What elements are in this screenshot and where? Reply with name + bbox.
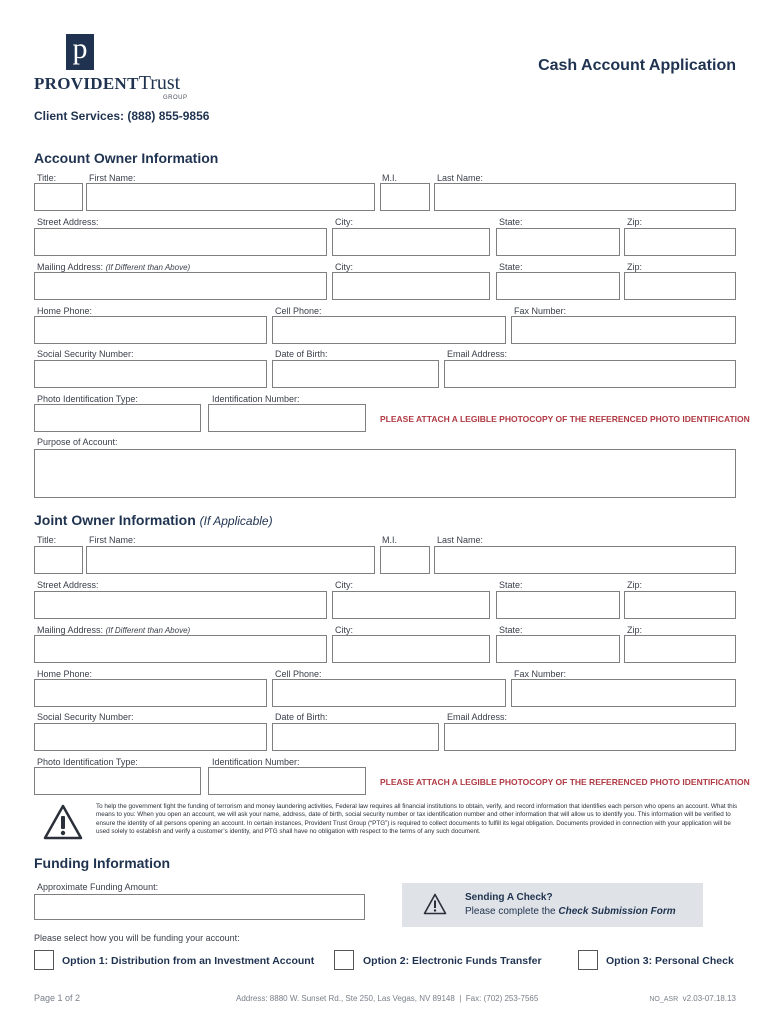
page-title: Cash Account Application (538, 57, 736, 74)
funding-amount-label: Approximate Funding Amount: (37, 882, 159, 892)
joint-city-field[interactable] (332, 591, 490, 619)
joint-id-number-label: Identification Number: (212, 757, 300, 767)
joint-city-label: City: (335, 580, 353, 590)
option3-label: Option 3: Personal Check (606, 955, 734, 967)
email-field[interactable] (444, 360, 736, 388)
warning-icon (43, 804, 83, 840)
fax-label: Fax Number: (514, 306, 567, 316)
ssn-label: Social Security Number: (37, 349, 134, 359)
joint-title-label: Title: (37, 535, 57, 545)
footer-page: Page 1 of 2 (34, 993, 81, 1003)
footer-code: NO_ASR (649, 996, 679, 1003)
logo-mark: p (66, 34, 94, 70)
dob-field[interactable] (272, 360, 439, 388)
joint-fax-field[interactable] (511, 679, 736, 707)
check-text-lead: Please complete the (465, 906, 556, 917)
joint-mailing-zip-label: Zip: (627, 625, 643, 635)
joint-photo-id-notice: PLEASE ATTACH A LEGIBLE PHOTOCOPY OF THE REFERENCED PHOTO IDENTIFICATION (380, 777, 750, 787)
joint-zip-field[interactable] (624, 591, 736, 619)
check-title: Sending A Check? (465, 892, 553, 903)
photo-id-type-label: Photo Identification Type: (37, 394, 138, 404)
joint-mailing-label-text: Mailing Address: (37, 625, 104, 635)
footer-address-line (236, 994, 538, 1003)
mailing-city-label: City: (335, 262, 353, 272)
joint-mailing-state-field[interactable] (496, 635, 620, 663)
cell-phone-field[interactable] (272, 316, 506, 344)
joint-first-name-field[interactable] (86, 546, 375, 574)
cell-phone-label: Cell Phone: (275, 306, 322, 316)
option2-checkbox[interactable] (334, 950, 354, 970)
joint-email-label: Email Address: (447, 712, 508, 722)
logo-brand-bold: PROVIDENT (34, 74, 139, 93)
mailing-city-field[interactable] (332, 272, 490, 300)
joint-street-label: Street Address: (37, 580, 99, 590)
joint-first-name-label: First Name: (89, 535, 136, 545)
street-field[interactable] (34, 228, 327, 256)
joint-email-field[interactable] (444, 723, 736, 751)
joint-mailing-city-label: City: (335, 625, 353, 635)
check-warning-icon (423, 893, 447, 915)
joint-title-field[interactable] (34, 546, 83, 574)
title-field[interactable] (34, 183, 83, 211)
city-label: City: (335, 217, 353, 227)
joint-mi-field[interactable] (380, 546, 430, 574)
mi-field[interactable] (380, 183, 430, 211)
ssn-field[interactable] (34, 360, 267, 388)
footer-version: v2.03-07.18.13 (682, 994, 736, 1003)
logo-brand-light: Trust (138, 72, 181, 94)
joint-ssn-field[interactable] (34, 723, 267, 751)
joint-mailing-zip-field[interactable] (624, 635, 736, 663)
home-phone-label: Home Phone: (37, 306, 93, 316)
zip-field[interactable] (624, 228, 736, 256)
joint-dob-label: Date of Birth: (275, 712, 328, 722)
joint-dob-field[interactable] (272, 723, 439, 751)
logo-sub: GROUP (163, 95, 188, 101)
funding-amount-field[interactable] (34, 894, 365, 920)
joint-mailing-city-field[interactable] (332, 635, 490, 663)
joint-zip-label: Zip: (627, 580, 643, 590)
street-label: Street Address: (37, 217, 99, 227)
joint-cell-phone-label: Cell Phone: (275, 669, 322, 679)
check-form-link[interactable]: Check Submission Form (558, 906, 676, 917)
state-field[interactable] (496, 228, 620, 256)
joint-mailing-state-label: State: (499, 625, 523, 635)
joint-fax-label: Fax Number: (514, 669, 567, 679)
option3-checkbox[interactable] (578, 950, 598, 970)
mailing-label-text: Mailing Address: (37, 262, 104, 272)
purpose-field[interactable] (34, 449, 736, 498)
option1-checkbox[interactable] (34, 950, 54, 970)
logo (30, 34, 200, 104)
account-owner-heading: Account Owner Information (34, 150, 219, 166)
photo-id-notice: PLEASE ATTACH A LEGIBLE PHOTOCOPY OF THE REFERENCED PHOTO IDENTIFICATION (380, 414, 750, 424)
option1-label: Option 1: Distribution from an Investment Account (62, 955, 315, 967)
joint-ssn-label: Social Security Number: (37, 712, 134, 722)
funding-select-prompt: Please select how you will be funding your account: (34, 933, 240, 943)
joint-home-phone-label: Home Phone: (37, 669, 93, 679)
joint-street-field[interactable] (34, 591, 327, 619)
joint-mailing-street-field[interactable] (34, 635, 327, 663)
logo-wordmark (34, 72, 180, 95)
joint-cell-phone-field[interactable] (272, 679, 506, 707)
id-number-label: Identification Number: (212, 394, 300, 404)
footer-fax: Fax: (702) 253-7565 (465, 994, 539, 1003)
city-field[interactable] (332, 228, 490, 256)
patriot-act-notice: To help the government fight the funding of terrorism and money laundering activities, Federal law requires all financial institutions to obtain, verify, and record information that identifies each person who opens an account. What this means to you: When you open an account, we will ask your name, address, date of birth, social security number or tax identification number and other information that will allow us to identify you. This information will be verified to ensure the identity of all persons opening an account. In certain instances, Provident Trust Group (“PTG”) is required to collect documents to fulfill its legal obligation. Documents provided in connection with your application will be used solely to establish and verify a customer’s identity, and PTG shall have no obligation with respect to the terms of any such document. (96, 803, 738, 836)
joint-photo-id-type-label: Photo Identification Type: (37, 757, 138, 767)
footer-address: Address: 8880 W. Sunset Rd., Ste 250, Las Vegas, NV 89148 (236, 994, 455, 1003)
joint-id-number-field[interactable] (208, 767, 366, 795)
option2-label: Option 2: Electronic Funds Transfer (363, 955, 542, 967)
joint-owner-heading-text: Joint Owner Information (34, 512, 196, 528)
fax-field[interactable] (511, 316, 736, 344)
first-name-label: First Name: (89, 173, 136, 183)
mailing-label-note: (If Different than Above) (105, 263, 191, 272)
mailing-zip-field[interactable] (624, 272, 736, 300)
joint-mi-label: M.I. (382, 535, 397, 545)
funding-heading: Funding Information (34, 855, 171, 871)
mailing-zip-label: Zip: (627, 262, 643, 272)
photo-id-type-field[interactable] (34, 404, 201, 432)
check-text (465, 906, 676, 917)
joint-state-field[interactable] (496, 591, 620, 619)
zip-label: Zip: (627, 217, 643, 227)
email-label: Email Address: (447, 349, 508, 359)
joint-photo-id-type-field[interactable] (34, 767, 201, 795)
title-label: Title: (37, 173, 57, 183)
dob-label: Date of Birth: (275, 349, 328, 359)
mailing-label (37, 262, 190, 272)
first-name-field[interactable] (86, 183, 375, 211)
mi-label: M.I. (382, 173, 397, 183)
mailing-state-label: State: (499, 262, 523, 272)
home-phone-field[interactable] (34, 316, 267, 344)
joint-owner-heading (34, 512, 273, 528)
client-services: Client Services: (888) 855-9856 (34, 109, 210, 123)
state-label: State: (499, 217, 523, 227)
id-number-field[interactable] (208, 404, 366, 432)
joint-mailing-label-note: (If Different than Above) (105, 626, 191, 635)
joint-last-name-label: Last Name: (437, 535, 484, 545)
joint-owner-heading-note: (If Applicable) (199, 514, 273, 528)
joint-last-name-field[interactable] (434, 546, 736, 574)
last-name-field[interactable] (434, 183, 736, 211)
purpose-label: Purpose of Account: (37, 437, 118, 447)
joint-home-phone-field[interactable] (34, 679, 267, 707)
footer-separator: | (459, 994, 462, 1003)
mailing-state-field[interactable] (496, 272, 620, 300)
mailing-street-field[interactable] (34, 272, 327, 300)
joint-state-label: State: (499, 580, 523, 590)
footer-version-line (649, 994, 736, 1003)
joint-mailing-label (37, 625, 190, 635)
check-callout (402, 883, 703, 927)
last-name-label: Last Name: (437, 173, 484, 183)
